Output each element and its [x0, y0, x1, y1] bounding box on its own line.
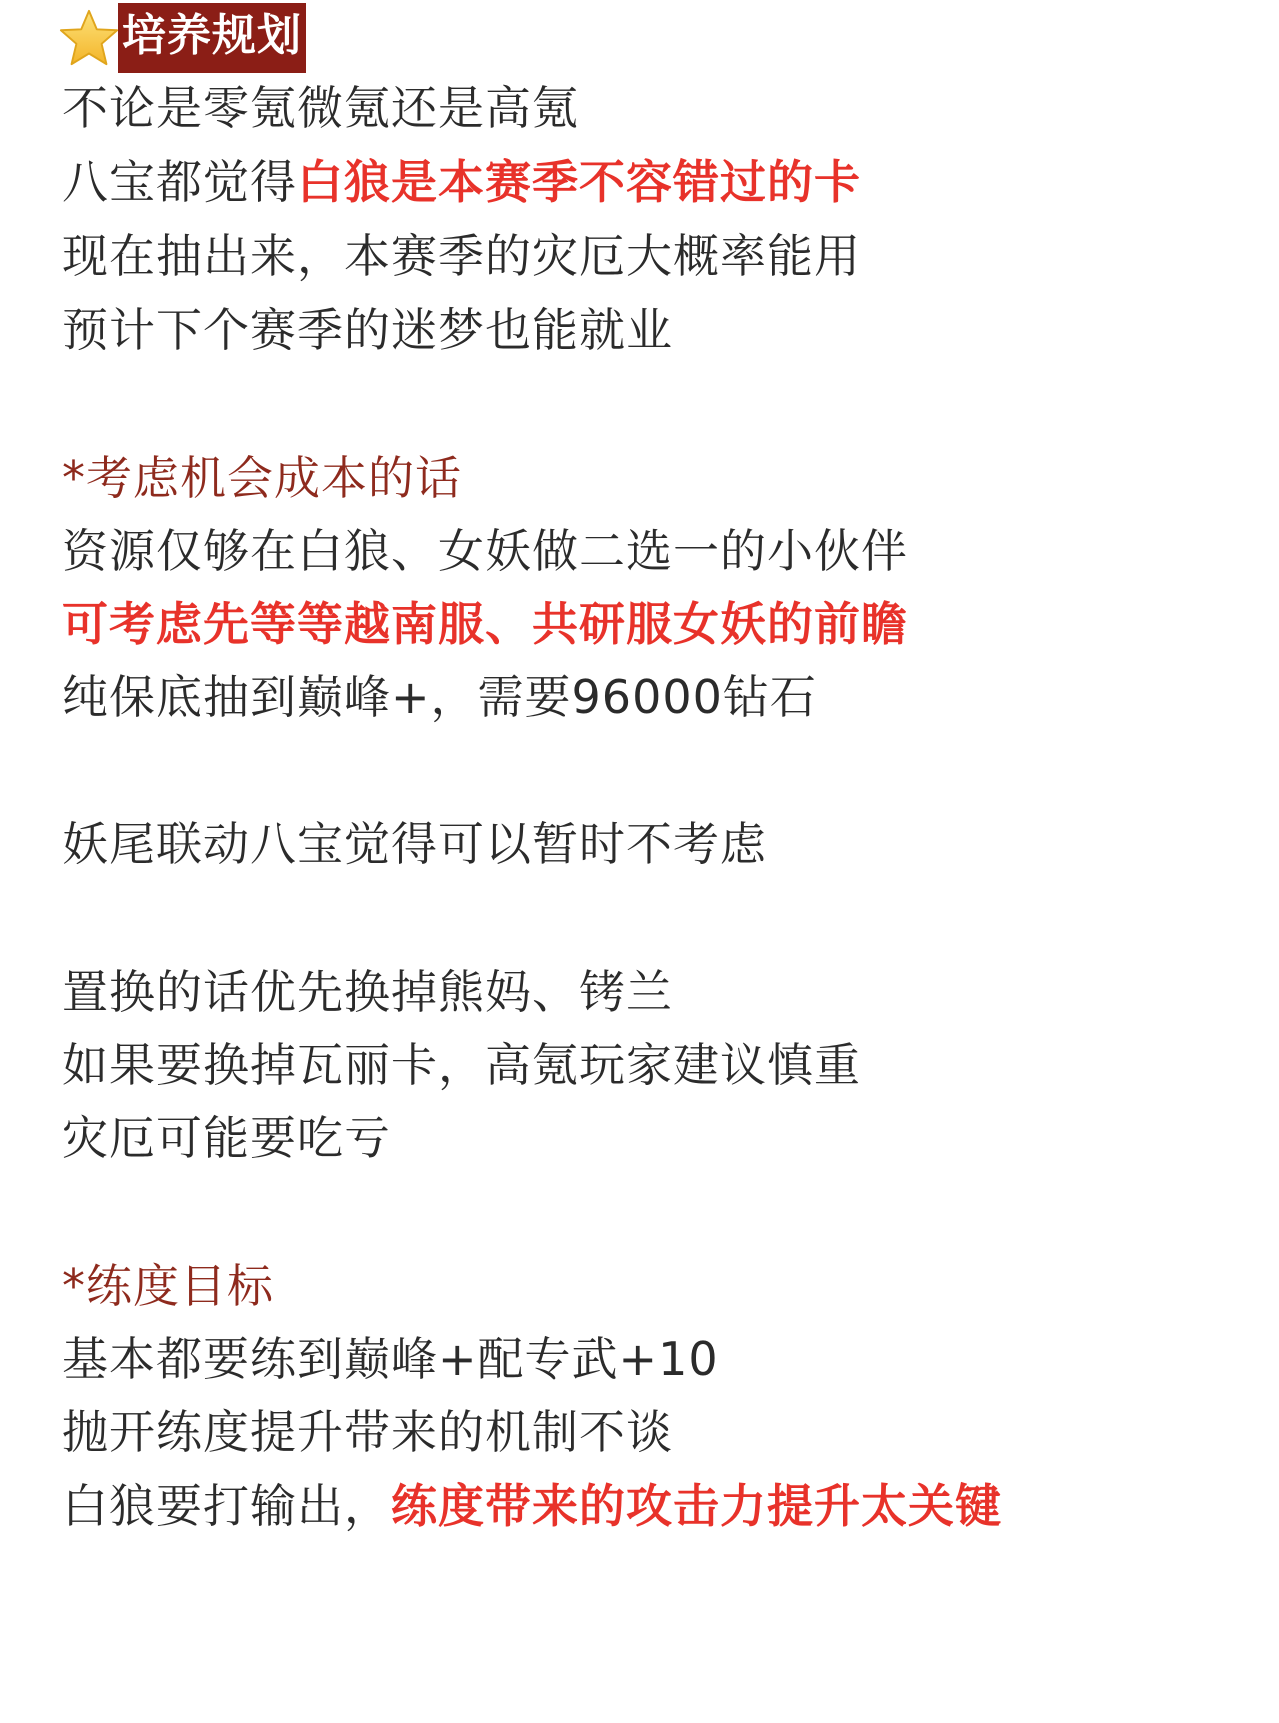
- text-line: 置换的话优先换掉熊妈、铐兰: [62, 965, 673, 1019]
- text-line: 资源仅够在白狼、女妖做二选一的小伙伴: [62, 524, 908, 578]
- title-text: 培养规划: [118, 3, 306, 73]
- text-line: [62, 1476, 1002, 1536]
- text-line: 抛开练度提升带来的机制不谈: [62, 1405, 673, 1459]
- text-line: 基本都要练到巅峰+配专武+10: [62, 1332, 719, 1386]
- text-line: 妖尾联动八宝觉得可以暂时不考虑: [62, 817, 767, 871]
- highlight-text: 白狼是本赛季不容错过的卡: [297, 155, 861, 209]
- text-segment: 八宝都觉得: [62, 155, 297, 209]
- text-line: 不论是零氪微氪还是高氪: [62, 81, 579, 135]
- subheading: *考虑机会成本的话: [62, 451, 462, 505]
- section-title: [58, 2, 306, 74]
- text-line: 现在抽出来，本赛季的灾厄大概率能用: [62, 229, 861, 283]
- star-icon: [58, 7, 120, 69]
- text-line: 纯保底抽到巅峰+，需要96000钻石: [62, 670, 817, 724]
- text-line: 如果要换掉瓦丽卡，高氪玩家建议慎重: [62, 1038, 861, 1092]
- text-segment: 白狼要打输出，: [62, 1479, 391, 1533]
- subheading: *练度目标: [62, 1259, 274, 1313]
- highlight-text: 可考虑先等等越南服、共研服女妖的前瞻: [62, 597, 908, 651]
- text-line: 灾厄可能要吃亏: [62, 1111, 391, 1165]
- highlight-text: 练度带来的攻击力提升太关键: [391, 1479, 1002, 1533]
- text-line: [62, 152, 861, 212]
- text-line: 预计下个赛季的迷梦也能就业: [62, 303, 673, 357]
